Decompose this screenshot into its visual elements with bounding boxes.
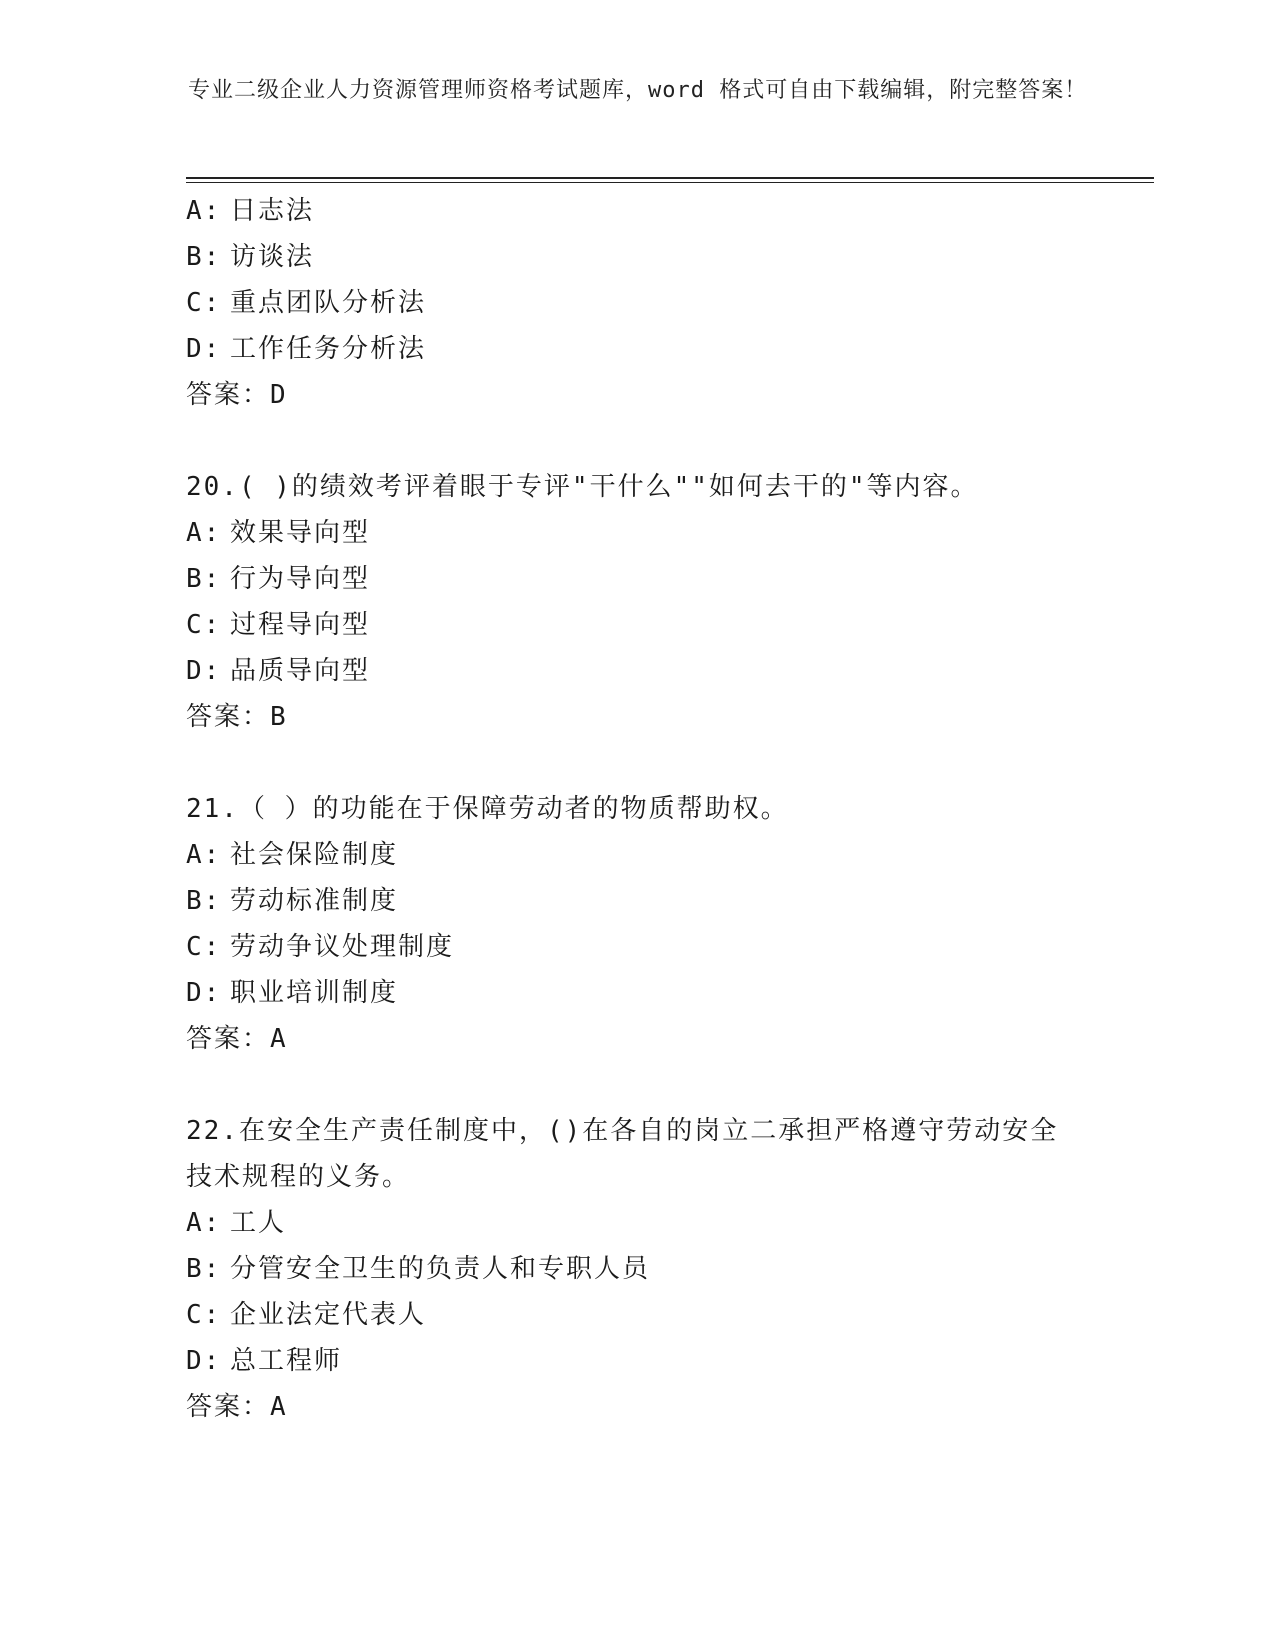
option-c: C: 过程导向型 xyxy=(186,610,371,640)
option-c: C: 企业法定代表人 xyxy=(186,1300,427,1330)
option-d: D: 职业培训制度 xyxy=(186,978,399,1008)
option-a: A: 日志法 xyxy=(186,196,315,226)
option-b: B: 行为导向型 xyxy=(186,564,371,594)
option-b: B: 分管安全卫生的负责人和专职人员 xyxy=(186,1254,651,1284)
page-header xyxy=(188,76,1088,106)
question-stem: 21.（ ）的功能在于保障劳动者的物质帮助权。 xyxy=(186,794,789,824)
question-stem-line-2: 技术规程的义务。 xyxy=(186,1162,411,1192)
header-text: 专业二级企业人力资源管理师资格考试题库，word 格式可自由下载编辑，附完整答案！ xyxy=(188,78,1088,103)
option-c: C: 重点团队分析法 xyxy=(186,288,427,318)
answer: 答案：A xyxy=(186,1392,288,1422)
question-21 xyxy=(186,786,1086,1062)
header-divider-thick xyxy=(186,177,1154,179)
answer: 答案：B xyxy=(186,702,288,732)
option-a: A: 社会保险制度 xyxy=(186,840,399,870)
question-22 xyxy=(186,1108,1086,1430)
answer: 答案：D xyxy=(186,380,288,410)
option-d: D: 总工程师 xyxy=(186,1346,343,1376)
answer: 答案：A xyxy=(186,1024,288,1054)
option-d: D: 品质导向型 xyxy=(186,656,371,686)
header-divider-thin xyxy=(186,182,1154,183)
option-c: C: 劳动争议处理制度 xyxy=(186,932,455,962)
question-stem-line-1: 22.在安全生产责任制度中，()在各自的岗立二承担严格遵守劳动安全 xyxy=(186,1116,1059,1146)
question-19 xyxy=(186,188,1086,418)
question-stem: 20.( )的绩效考评着眼于专评"干什么""如何去干的"等内容。 xyxy=(186,472,979,502)
question-list xyxy=(186,188,1086,1430)
question-20 xyxy=(186,464,1086,740)
option-a: A: 工人 xyxy=(186,1208,287,1238)
option-b: B: 访谈法 xyxy=(186,242,315,272)
option-b: B: 劳动标准制度 xyxy=(186,886,399,916)
option-d: D: 工作任务分析法 xyxy=(186,334,427,364)
option-a: A: 效果导向型 xyxy=(186,518,371,548)
